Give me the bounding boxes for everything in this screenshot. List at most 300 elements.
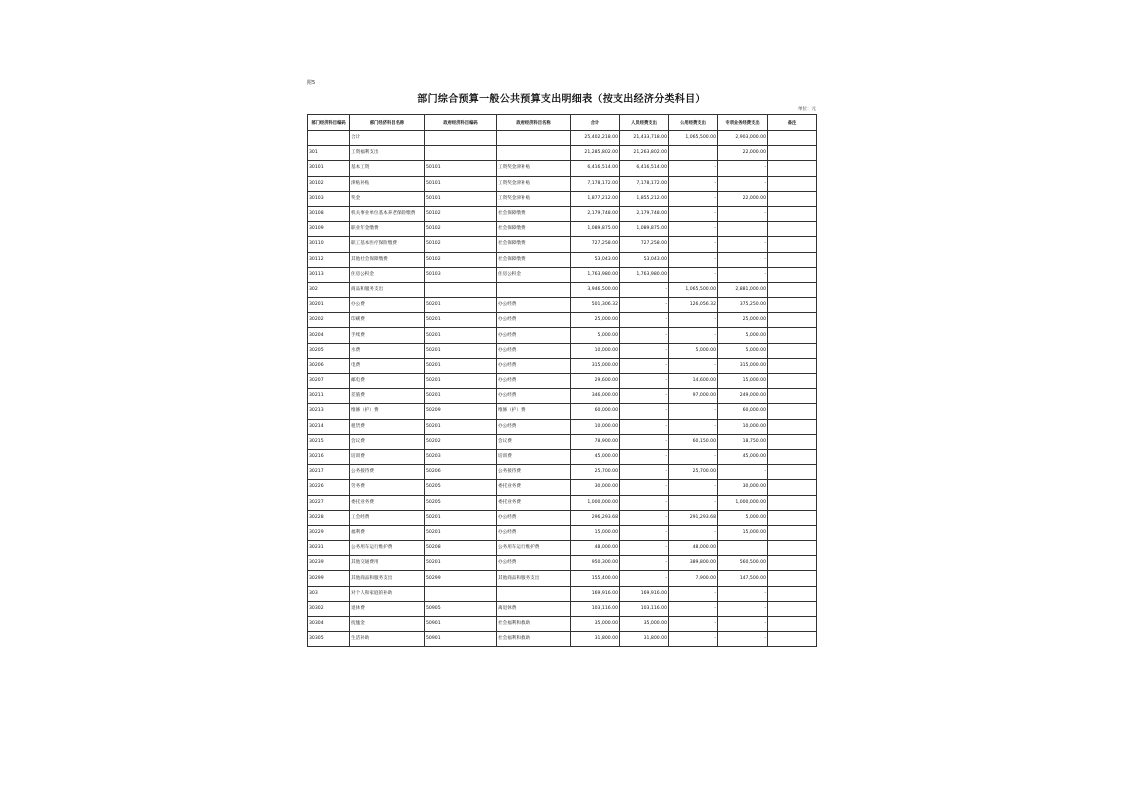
cell-dept-name: 工会经费 [350,510,425,525]
cell-gov-name: 工资奖金津补贴 [497,161,571,176]
cell-gov-code: 50201 [425,358,497,373]
cell-special: 1,000,000.00 [718,495,768,510]
cell-note [768,617,817,632]
table-row [308,389,817,404]
header-gov-name: 政府经济科目名称 [497,115,571,131]
cell-note [768,389,817,404]
cell-personnel: - [620,358,669,373]
cell-gov-code: 50201 [425,525,497,540]
table-row [308,328,817,343]
cell-note [768,267,817,282]
cell-dept-name: 对个人和家庭的补助 [350,586,425,601]
cell-public: - [669,419,718,434]
table-row [308,282,817,297]
cell-public: - [669,191,718,206]
cell-note [768,237,817,252]
table-row [308,374,817,389]
cell-gov-name: 公务用车运行维护费 [497,541,571,556]
cell-note [768,495,817,510]
cell-public: 126,056.32 [669,298,718,313]
cell-total: 29,600.00 [571,374,620,389]
cell-personnel: - [620,313,669,328]
table-row [308,313,817,328]
cell-gov-code: 50101 [425,191,497,206]
cell-total: 1,089,875.00 [571,222,620,237]
cell-special: 60,000.00 [718,404,768,419]
cell-total: 25,000.00 [571,313,620,328]
cell-public: - [669,176,718,191]
table-row [308,510,817,525]
header-gov-code: 政府经济科目编码 [425,115,497,131]
cell-special: 375,250.00 [718,298,768,313]
header-special: 专项业务经费支出 [718,115,768,131]
cell-gov-code [425,586,497,601]
cell-public: - [669,601,718,616]
cell-note [768,449,817,464]
cell-special: 5,000.00 [718,343,768,358]
cell-dept-name: 邮电费 [350,374,425,389]
cell-note [768,343,817,358]
cell-dept-code: 30214 [308,419,350,434]
table-row [308,480,817,495]
cell-gov-code: 50201 [425,343,497,358]
cell-gov-name: 工资奖金津补贴 [497,176,571,191]
cell-personnel: 2,179,748.00 [620,206,669,221]
cell-gov-code [425,282,497,297]
cell-dept-code: 30206 [308,358,350,373]
cell-public: 5,000.00 [669,343,718,358]
cell-gov-name: 维修（护）费 [497,404,571,419]
cell-total: 21,285,802.00 [571,146,620,161]
cell-personnel: 7,178,172.00 [620,176,669,191]
cell-gov-code: 50201 [425,510,497,525]
cell-dept-name: 培训费 [350,449,425,464]
cell-gov-code: 50103 [425,267,497,282]
cell-total: 1,000,000.00 [571,495,620,510]
cell-dept-code: 301 [308,146,350,161]
cell-gov-name: 办公经费 [497,343,571,358]
table-row [308,267,817,282]
cell-dept-name: 工资福利支出 [350,146,425,161]
cell-gov-code: 50299 [425,571,497,586]
cell-personnel: - [620,510,669,525]
cell-gov-name: 其他商品和服务支出 [497,571,571,586]
cell-gov-name: 委托业务费 [497,495,571,510]
cell-dept-name: 租赁费 [350,419,425,434]
cell-public: - [669,480,718,495]
cell-total: 45,000.00 [571,449,620,464]
cell-special: 2,881,000.00 [718,282,768,297]
cell-total: 501,306.32 [571,298,620,313]
cell-personnel: - [620,465,669,480]
cell-special: - [718,206,768,221]
cell-gov-code: 50209 [425,404,497,419]
cell-personnel: - [620,419,669,434]
cell-total: 48,000.00 [571,541,620,556]
cell-personnel: - [620,343,669,358]
cell-gov-code: 50101 [425,176,497,191]
table-row [308,525,817,540]
table-row [308,131,817,146]
cell-dept-name: 津贴补贴 [350,176,425,191]
cell-note [768,374,817,389]
cell-gov-code: 50208 [425,541,497,556]
table-row [308,495,817,510]
table-row [308,601,817,616]
cell-public: - [669,449,718,464]
cell-dept-code: 30103 [308,191,350,206]
cell-special: 30,000.00 [718,480,768,495]
cell-dept-name: 差旅费 [350,389,425,404]
cell-personnel: - [620,495,669,510]
cell-personnel: 103,116.00 [620,601,669,616]
cell-gov-name [497,586,571,601]
cell-dept-name: 退休费 [350,601,425,616]
cell-total: 155,400.00 [571,571,620,586]
cell-dept-name: 劳务费 [350,480,425,495]
cell-personnel: - [620,449,669,464]
cell-total: 25,402,218.00 [571,131,620,146]
cell-personnel: 21,263,802.00 [620,146,669,161]
cell-total: 1,763,980.00 [571,267,620,282]
cell-gov-name: 社会保障缴费 [497,206,571,221]
cell-gov-code: 50201 [425,328,497,343]
cell-gov-name: 委托业务费 [497,480,571,495]
cell-note [768,328,817,343]
cell-note [768,191,817,206]
cell-total: 30,000.00 [571,480,620,495]
cell-total: 2,179,748.00 [571,206,620,221]
cell-public: - [669,313,718,328]
cell-gov-code [425,131,497,146]
cell-gov-name: 办公经费 [497,419,571,434]
cell-gov-name: 办公经费 [497,510,571,525]
cell-public: - [669,252,718,267]
cell-gov-code: 50102 [425,222,497,237]
cell-dept-code: 30299 [308,571,350,586]
cell-special: 5,000.00 [718,510,768,525]
cell-public: - [669,404,718,419]
cell-total: 7,178,172.00 [571,176,620,191]
cell-public: 48,000.00 [669,541,718,556]
cell-dept-name: 福利费 [350,525,425,540]
cell-note [768,465,817,480]
cell-personnel: 35,000.00 [620,617,669,632]
cell-dept-code: 30239 [308,556,350,571]
cell-note [768,282,817,297]
cell-dept-code: 30102 [308,176,350,191]
cell-personnel: 1,855,212.00 [620,191,669,206]
cell-note [768,510,817,525]
cell-dept-name: 职工基本医疗保险缴费 [350,237,425,252]
cell-note [768,419,817,434]
cell-personnel: - [620,374,669,389]
cell-note [768,313,817,328]
cell-dept-name: 办公费 [350,298,425,313]
cell-special: 18,750.00 [718,434,768,449]
cell-gov-name [497,131,571,146]
cell-gov-name: 社会福利和救助 [497,617,571,632]
cell-gov-name [497,282,571,297]
header-total: 合计 [571,115,620,131]
cell-public [669,146,718,161]
cell-gov-name: 社会福利和救助 [497,632,571,647]
cell-public: 60,150.00 [669,434,718,449]
cell-total: 346,000.00 [571,389,620,404]
cell-personnel: - [620,328,669,343]
cell-public: 7,900.00 [669,571,718,586]
cell-public: 291,293.68 [669,510,718,525]
cell-note [768,358,817,373]
cell-total: 5,000.00 [571,328,620,343]
cell-public: - [669,222,718,237]
cell-personnel: - [620,404,669,419]
table-row [308,434,817,449]
cell-public: - [669,358,718,373]
cell-gov-name: 办公经费 [497,389,571,404]
cell-dept-code: 303 [308,586,350,601]
cell-dept-name: 会议费 [350,434,425,449]
cell-personnel: - [620,298,669,313]
cell-personnel: 53,043.00 [620,252,669,267]
cell-dept-code: 30216 [308,449,350,464]
cell-note [768,480,817,495]
cell-dept-code: 30304 [308,617,350,632]
cell-dept-name: 水费 [350,343,425,358]
cell-total: 10,000.00 [571,419,620,434]
cell-personnel: - [620,556,669,571]
cell-dept-code: 302 [308,282,350,297]
cell-dept-name: 机关事业单位基本养老保险缴费 [350,206,425,221]
cell-note [768,146,817,161]
cell-dept-code: 30211 [308,389,350,404]
table-body [308,131,817,647]
cell-dept-code: 30113 [308,267,350,282]
cell-dept-name: 生活补助 [350,632,425,647]
cell-total: 53,043.00 [571,252,620,267]
cell-total: 6,416,514.00 [571,161,620,176]
cell-public: - [669,206,718,221]
cell-personnel: - [620,282,669,297]
cell-gov-name: 办公经费 [497,374,571,389]
cell-public: - [669,267,718,282]
cell-note [768,176,817,191]
cell-personnel: 31,800.00 [620,632,669,647]
cell-dept-code: 30205 [308,343,350,358]
cell-public: - [669,586,718,601]
cell-special: - [718,252,768,267]
table-row [308,146,817,161]
cell-gov-code: 50102 [425,237,497,252]
table-row [308,617,817,632]
cell-dept-code: 30112 [308,252,350,267]
cell-dept-code: 30228 [308,510,350,525]
cell-special [718,541,768,556]
cell-gov-name: 社会保障缴费 [497,222,571,237]
cell-gov-name: 社会保障缴费 [497,252,571,267]
cell-note [768,586,817,601]
cell-note [768,404,817,419]
cell-dept-code: 30305 [308,632,350,647]
cell-dept-code: 30229 [308,525,350,540]
table-row [308,298,817,313]
cell-special [718,222,768,237]
cell-note [768,525,817,540]
cell-public: 1,065,500.00 [669,282,718,297]
cell-dept-code: 30302 [308,601,350,616]
cell-special: 249,000.00 [718,389,768,404]
cell-special: 147,500.00 [718,571,768,586]
header-personnel: 人员经费支出 [620,115,669,131]
cell-dept-code: 30213 [308,404,350,419]
cell-total: 1,877,212.00 [571,191,620,206]
cell-total: 3,946,500.00 [571,282,620,297]
cell-dept-code: 30204 [308,328,350,343]
cell-total: 296,293.68 [571,510,620,525]
cell-gov-code: 50101 [425,161,497,176]
table-row [308,449,817,464]
cell-dept-name: 公务接待费 [350,465,425,480]
cell-gov-name: 公务接待费 [497,465,571,480]
cell-dept-name: 电费 [350,358,425,373]
cell-gov-code: 50201 [425,419,497,434]
cell-note [768,601,817,616]
cell-gov-name: 办公经费 [497,313,571,328]
cell-gov-name: 工资奖金津补贴 [497,191,571,206]
table-row [308,222,817,237]
cell-note [768,131,817,146]
cell-dept-name: 其他商品和服务支出 [350,571,425,586]
cell-total: 31,800.00 [571,632,620,647]
cell-gov-code: 50102 [425,206,497,221]
table-row [308,237,817,252]
unit-label: 单位：元 [798,107,816,112]
cell-gov-code: 50205 [425,480,497,495]
cell-dept-code: 30110 [308,237,350,252]
cell-gov-code: 50206 [425,465,497,480]
header-dept-name: 部门经济科目名称 [350,115,425,131]
page-title: 部门综合预算一般公共预算支出明细表（按支出经济分类科目） [417,94,706,105]
cell-total: 35,000.00 [571,617,620,632]
cell-public: - [669,525,718,540]
cell-gov-name: 离退休费 [497,601,571,616]
cell-note [768,161,817,176]
cell-special: 560,500.00 [718,556,768,571]
cell-gov-name: 社会保障缴费 [497,237,571,252]
cell-dept-name: 委托业务费 [350,495,425,510]
cell-personnel: 1,089,875.00 [620,222,669,237]
cell-dept-name: 住房公积金 [350,267,425,282]
cell-dept-code: 30217 [308,465,350,480]
cell-gov-code: 50901 [425,632,497,647]
table-row [308,176,817,191]
cell-special: - [718,176,768,191]
cell-special: - [718,161,768,176]
cell-dept-code: 30207 [308,374,350,389]
cell-gov-code: 50203 [425,449,497,464]
cell-special: - [718,237,768,252]
cell-dept-code: 30201 [308,298,350,313]
cell-gov-code: 50901 [425,617,497,632]
cell-personnel: 169,916.00 [620,586,669,601]
cell-total: 78,900.00 [571,434,620,449]
cell-total: 25,700.00 [571,465,620,480]
cell-dept-name: 印刷费 [350,313,425,328]
cell-special: 15,000.00 [718,374,768,389]
table-row [308,419,817,434]
budget-table [307,114,817,647]
cell-special: - [718,267,768,282]
cell-dept-code: 30231 [308,541,350,556]
cell-personnel: - [620,571,669,586]
cell-dept-name: 维修（护）费 [350,404,425,419]
cell-dept-name: 基本工资 [350,161,425,176]
cell-gov-code: 50201 [425,374,497,389]
cell-public: 389,800.00 [669,556,718,571]
cell-personnel: - [620,480,669,495]
cell-note [768,434,817,449]
cell-personnel: - [620,525,669,540]
cell-special: - [718,601,768,616]
cell-note [768,252,817,267]
cell-special: 25,000.00 [718,313,768,328]
cell-note [768,571,817,586]
table-row [308,343,817,358]
table-row [308,206,817,221]
cell-gov-code: 50905 [425,601,497,616]
cell-total: 103,116.00 [571,601,620,616]
cell-dept-code: 30202 [308,313,350,328]
cell-special: 5,000.00 [718,328,768,343]
table-row [308,586,817,601]
cell-personnel: 1,763,980.00 [620,267,669,282]
cell-public: - [669,495,718,510]
cell-note [768,298,817,313]
table-row [308,465,817,480]
cell-total: 60,000.00 [571,404,620,419]
cell-personnel: - [620,389,669,404]
cell-special: 10,000.00 [718,419,768,434]
table-row [308,556,817,571]
table-row [308,161,817,176]
table-row [308,191,817,206]
cell-special: 22,000.00 [718,146,768,161]
cell-gov-name: 办公经费 [497,298,571,313]
cell-public: - [669,632,718,647]
cell-special: - [718,586,768,601]
cell-public: 1,065,500.00 [669,131,718,146]
cell-gov-code: 50102 [425,252,497,267]
table-row [308,252,817,267]
cell-gov-name: 住房公积金 [497,267,571,282]
cell-dept-code: 30227 [308,495,350,510]
table-row [308,404,817,419]
table-header-row [308,115,817,131]
cell-note [768,222,817,237]
cell-special: 315,000.00 [718,358,768,373]
cell-gov-code: 50201 [425,313,497,328]
cell-public: 25,700.00 [669,465,718,480]
cell-personnel: - [620,434,669,449]
cell-note [768,632,817,647]
cell-dept-name: 其他社会保障缴费 [350,252,425,267]
cell-total: 950,300.00 [571,556,620,571]
cell-dept-code: 30215 [308,434,350,449]
cell-dept-name: 职业年金缴费 [350,222,425,237]
cell-gov-name: 办公经费 [497,556,571,571]
cell-special: - [718,617,768,632]
cell-gov-name: 办公经费 [497,525,571,540]
